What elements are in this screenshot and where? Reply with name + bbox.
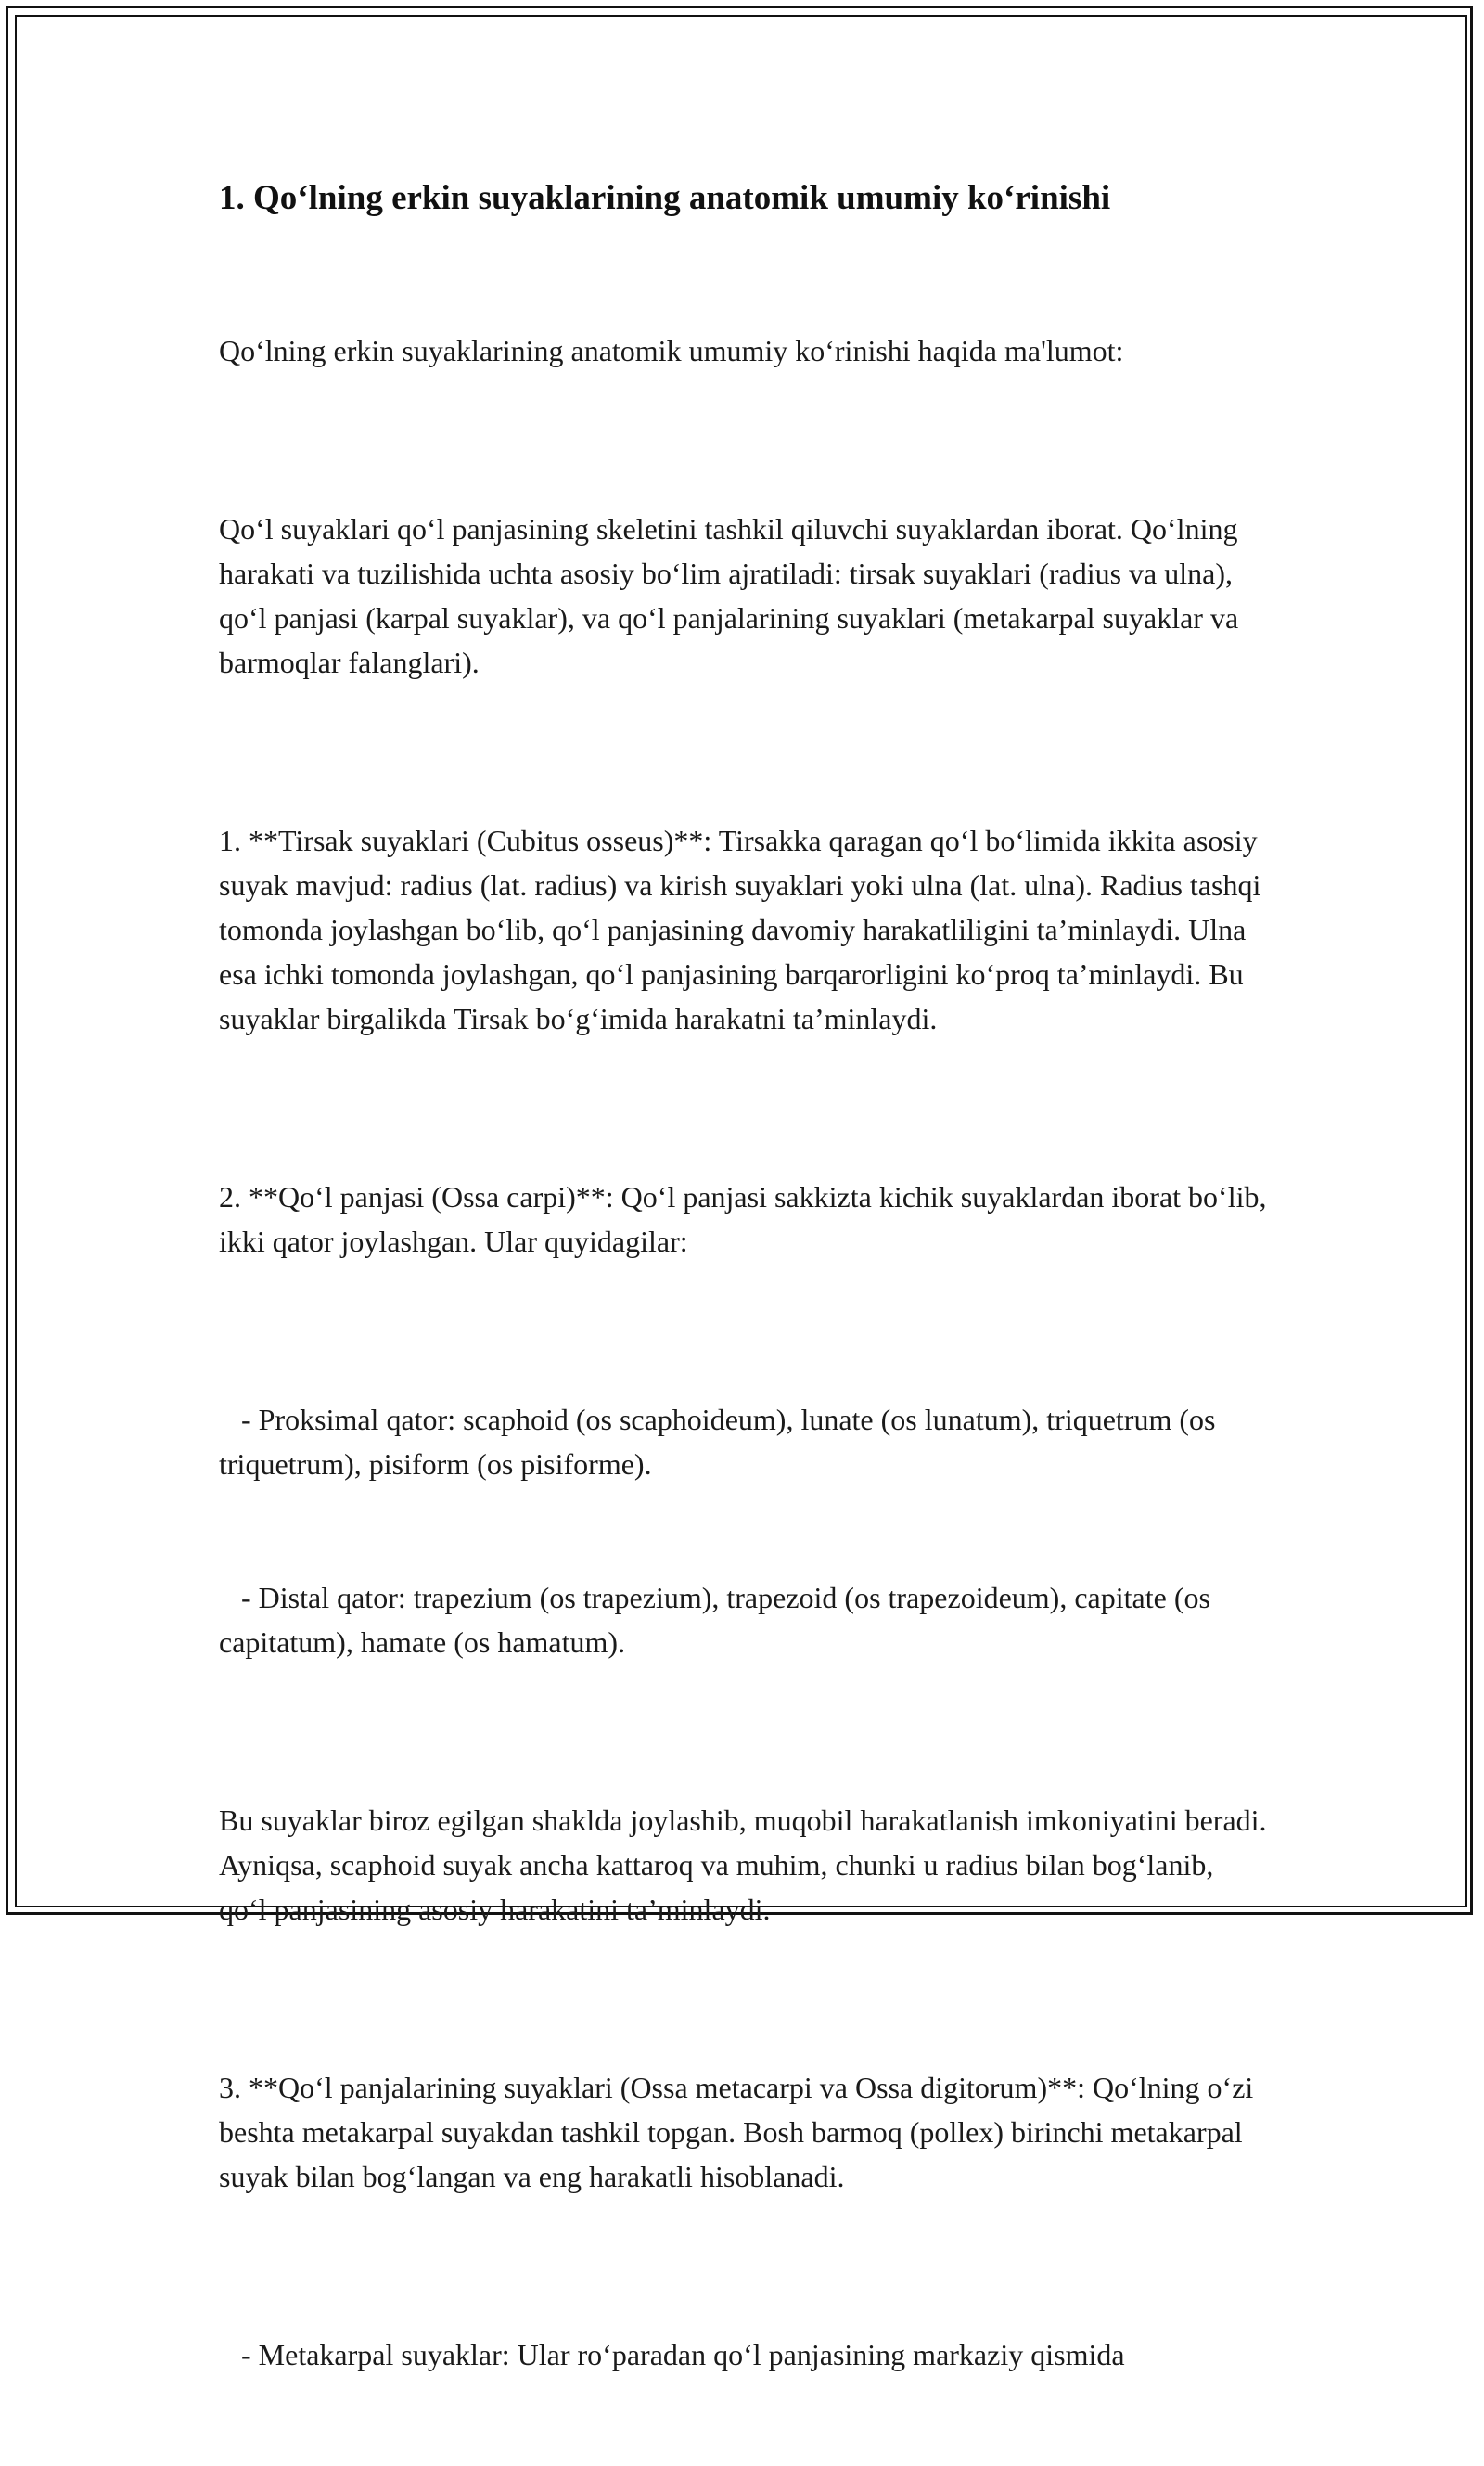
section-panjalar-paragraph: 3. **Qo‘l panjalarining suyaklari (Ossa metacarpi va Ossa digitorum)**: Qo‘lning o‘zi beshta metakarpal suyakdan tashkil topgan. Bosh barmoq (pollex) birinchi metakarpal suyak bilan bog‘langan va eng harakatli hisoblanadi. xyxy=(219,2071,1261,2193)
intro-paragraph: Qo‘lning erkin suyaklarining anatomik umumiy ko‘rinishi haqida ma'lumot: xyxy=(219,334,1124,367)
metacarpal-item: - Metakarpal suyaklar: Ular ro‘paradan qo‘l panjasining markaziy qismida xyxy=(219,2338,1125,2371)
distal-row-item: - Distal qator: trapezium (os trapezium), trapezoid (os trapezoideum), capitate (os capitatum), hamate (os hamatum). xyxy=(219,1581,1218,1659)
document-text xyxy=(219,223,1274,2466)
document-title: 1. Qo‘lning erkin suyaklarining anatomik umumiy ko‘rinishi xyxy=(219,179,1111,217)
proximal-row-item: - Proksimal qator: scaphoid (os scaphoideum), lunate (os lunatum), triquetrum (os triquetrum), pisiform (os pisiforme). xyxy=(219,1403,1223,1481)
section-panja-paragraph: 2. **Qo‘l panjasi (Ossa carpi)**: Qo‘l panjasi sakkizta kichik suyaklardan iborat bo‘lib, ikki qator joylashgan. Ular quyidagilar: xyxy=(219,1180,1274,1258)
section-tirsak-paragraph: 1. **Tirsak suyaklari (Cubitus osseus)**: Tirsakka qaragan qo‘l bo‘limida ikkita asosiy suyak mavjud: radius (lat. radius) va kirish suyaklari yoki ulna (lat. ulna). Radius tashqi tomonda joylashgan bo‘lib, qo‘l panjasining davomiy harakatliligini ta’minlaydi. Ulna esa ichki tomonda joylashgan, qo‘l panjasining barqarorligini ko‘proq ta’minlaydi. Bu suyaklar birgalikda Tirsak bo‘g‘imida harakatni ta’minlaydi. xyxy=(219,824,1269,1035)
arrangement-paragraph: Bu suyaklar biroz egilgan shaklda joylashib, muqobil harakatlanish imkoniyatini beradi. Ayniqsa, scaphoid suyak ancha kattaroq va muhim, chunki u radius bilan bog‘lanib, qo‘l panjasining asosiy harakatini ta’minlaydi. xyxy=(219,1804,1273,1926)
document-body xyxy=(219,174,1274,2466)
overview-paragraph: Qo‘l suyaklari qo‘l panjasining skeletini tashkil qiluvchi suyaklardan iborat. Qo‘lning harakati va tuzilishida uchta asosiy bo‘lim ajratiladi: tirsak suyaklari (radius va ulna), qo‘l panjasi (karpal suyaklar), va qo‘l panjalarining suyaklari (metakarpal suyaklar va barmoqlar falanglari). xyxy=(219,512,1247,679)
